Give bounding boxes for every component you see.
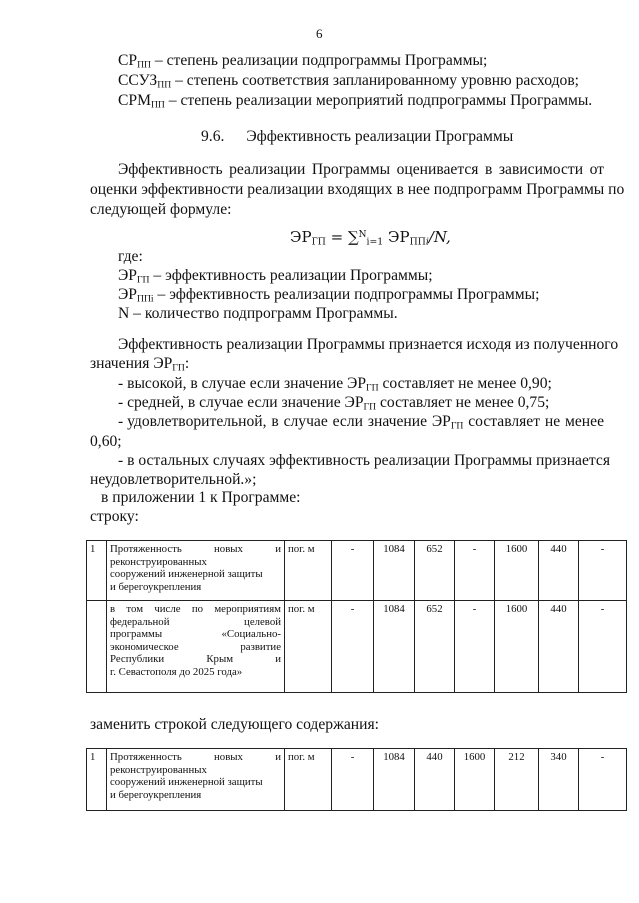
definition-ssuz-pp: $ССУЗ_{ПП}$ – степень соответствия запланированному уровню расходов; [118,72,580,91]
value-cell: - [579,541,627,601]
row-number: 1 [87,541,107,601]
definition-er-gp: $ЭР_{ГП}$ – эффективность реализации Программы; [118,267,433,286]
value-cell: 440 [539,601,579,693]
value-cell: - [455,601,495,693]
page-number: 6 [316,26,323,41]
level-satisfactory-cont: 0,60; [90,433,122,450]
table-row [87,541,627,601]
value-cell: 652 [415,541,455,601]
efficiency-formula: $ЭР_{ГП} = \sum^N_{i=1}$ $ЭР_{ППi}/N$, [290,228,451,248]
definition-sr-pp: $СР_{ПП}$ – степень реализации подпрограммы Программы; [118,52,488,71]
value-cell: - [332,541,374,601]
value-cell: - [332,749,374,811]
level-high: - высокой, в случае если значение $ЭР_{ГП}$ составляет не менее 0,90; [118,375,552,394]
intro-line-3: следующей формуле: [90,201,232,218]
value-cell: 1084 [374,749,415,811]
indicator-name: в том числе по мероприятиям федеральной целевой программы «Социально- экономическое развитие Республики Крым и г. Севастополя до 2025 года» [107,601,285,693]
value-cell: 1600 [495,601,539,693]
replace-label: заменить строкой следующего содержания: [90,716,379,733]
unit-cell: пог. м [285,601,332,693]
value-cell: - [579,601,627,693]
value-cell: - [579,749,627,811]
value-cell: 1084 [374,601,415,693]
section-number: 9.6. [201,128,225,145]
table-row [87,601,627,693]
value-cell: - [332,601,374,693]
level-satisfactory: - удовлетворительной, в случае если значение $ЭР_{ГП}$ составляет не менее [118,413,604,432]
value-cell: 440 [415,749,455,811]
level-medium: - средней, в случае если значение $ЭР_{ГП}$ составляет не менее 0,75; [118,394,550,413]
table-row [87,749,627,811]
unit-cell: пог. м [285,541,332,601]
definition-srm-pp: $СРМ_{ПП}$ – степень реализации мероприятий подпрограммы Программы. [118,92,593,111]
intro-line-1: Эффективность реализации Программы оценивается в зависимости от [118,161,604,178]
section-title: Эффективность реализации Программы [246,128,514,145]
row-label: строку: [90,508,139,525]
unit-cell: пог. м [285,749,332,811]
appendix-intro: в приложении 1 к Программе: [101,489,301,506]
indicator-name: Протяженность новых и реконструированных сооружений инженерной защиты и берегоукрепления [107,541,285,601]
other-cases-line-2: неудовлетворительной.»; [90,471,257,488]
sum-operator: ∑$^N_{i=1}$ [347,228,384,248]
definition-er-ppi: $ЭР_{ППi}$ – эффективность реализации подпрограммы Программы; [118,286,540,305]
value-cell: 340 [539,749,579,811]
section-heading [201,127,513,146]
value-cell: 652 [415,601,455,693]
value-cell: 1084 [374,541,415,601]
value-cell: 1600 [455,749,495,811]
value-cell: 440 [539,541,579,601]
recognition-line-2: значения $ЭР_{ГП}$: [90,355,190,374]
definition-n: N – количество подпрограмм Программы. [118,305,398,322]
recognition-line-1: Эффективность реализации Программы признается исходя из полученного [118,336,619,353]
other-cases-line-1: - в остальных случаях эффективность реализации Программы признается [118,452,610,469]
old-row-table [86,540,627,693]
where-label: где: [118,248,143,265]
row-number [87,601,107,693]
row-number: 1 [87,749,107,811]
value-cell: 1600 [495,541,539,601]
new-row-table [86,748,627,811]
indicator-name: Протяженность новых и реконструированных сооружений инженерной защиты и берегоукрепления [107,749,285,811]
intro-line-2: оценки эффективности реализации входящих в нее подпрограмм Программы по [90,181,625,198]
value-cell: - [455,541,495,601]
value-cell: 212 [495,749,539,811]
